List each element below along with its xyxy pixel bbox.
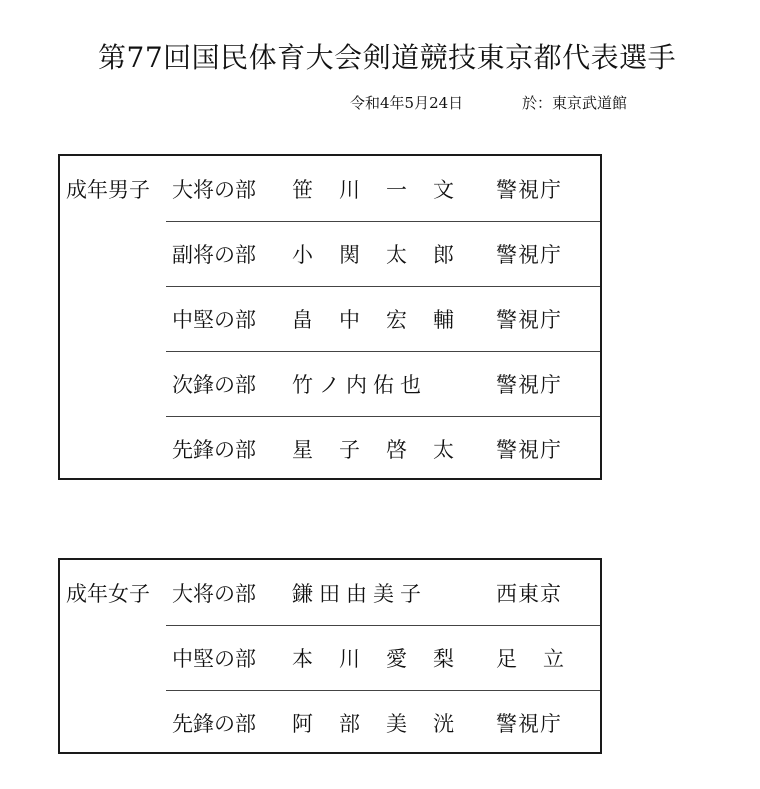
position-label: 中堅の部 (172, 308, 256, 332)
affiliation: 警視庁 (496, 373, 562, 397)
position-label: 次鋒の部 (172, 373, 256, 397)
player-name: 小関太郎 (292, 243, 480, 267)
table-row (166, 156, 600, 222)
category-label-men: 成年男子 (66, 178, 150, 202)
men-roster-table (58, 154, 602, 480)
table-row (166, 286, 600, 352)
event-date: 令和4年5月24日 (350, 94, 464, 112)
affiliation: 警視庁 (496, 243, 562, 267)
document-title: 第77回国民体育大会剣道競技東京都代表選手 (98, 41, 677, 74)
event-venue: 於：東京武道館 (522, 94, 628, 112)
affiliation: 足立 (496, 647, 590, 671)
women-roster-table (58, 558, 602, 754)
player-name: 畠中宏輔 (292, 308, 480, 332)
table-row (166, 351, 600, 417)
player-name: 本川愛梨 (292, 647, 480, 671)
table-row (166, 416, 600, 481)
category-label-women: 成年女子 (66, 582, 150, 606)
affiliation: 西東京 (496, 582, 562, 606)
table-row (166, 560, 600, 626)
table-row (166, 690, 600, 755)
affiliation: 警視庁 (496, 178, 562, 202)
player-name: 星子啓太 (292, 438, 480, 462)
affiliation: 警視庁 (496, 438, 562, 462)
table-row (166, 221, 600, 287)
player-name: 竹ノ内佑也 (292, 373, 427, 397)
player-name: 鎌田由美子 (292, 582, 427, 606)
table-row (166, 625, 600, 691)
position-label: 大将の部 (172, 178, 256, 202)
position-label: 大将の部 (172, 582, 256, 606)
affiliation: 警視庁 (496, 712, 562, 736)
player-name: 阿部美洸 (292, 712, 480, 736)
player-name: 笹川一文 (292, 178, 480, 202)
position-label: 中堅の部 (172, 647, 256, 671)
position-label: 先鋒の部 (172, 712, 256, 736)
position-label: 副将の部 (172, 243, 256, 267)
affiliation: 警視庁 (496, 308, 562, 332)
position-label: 先鋒の部 (172, 438, 256, 462)
